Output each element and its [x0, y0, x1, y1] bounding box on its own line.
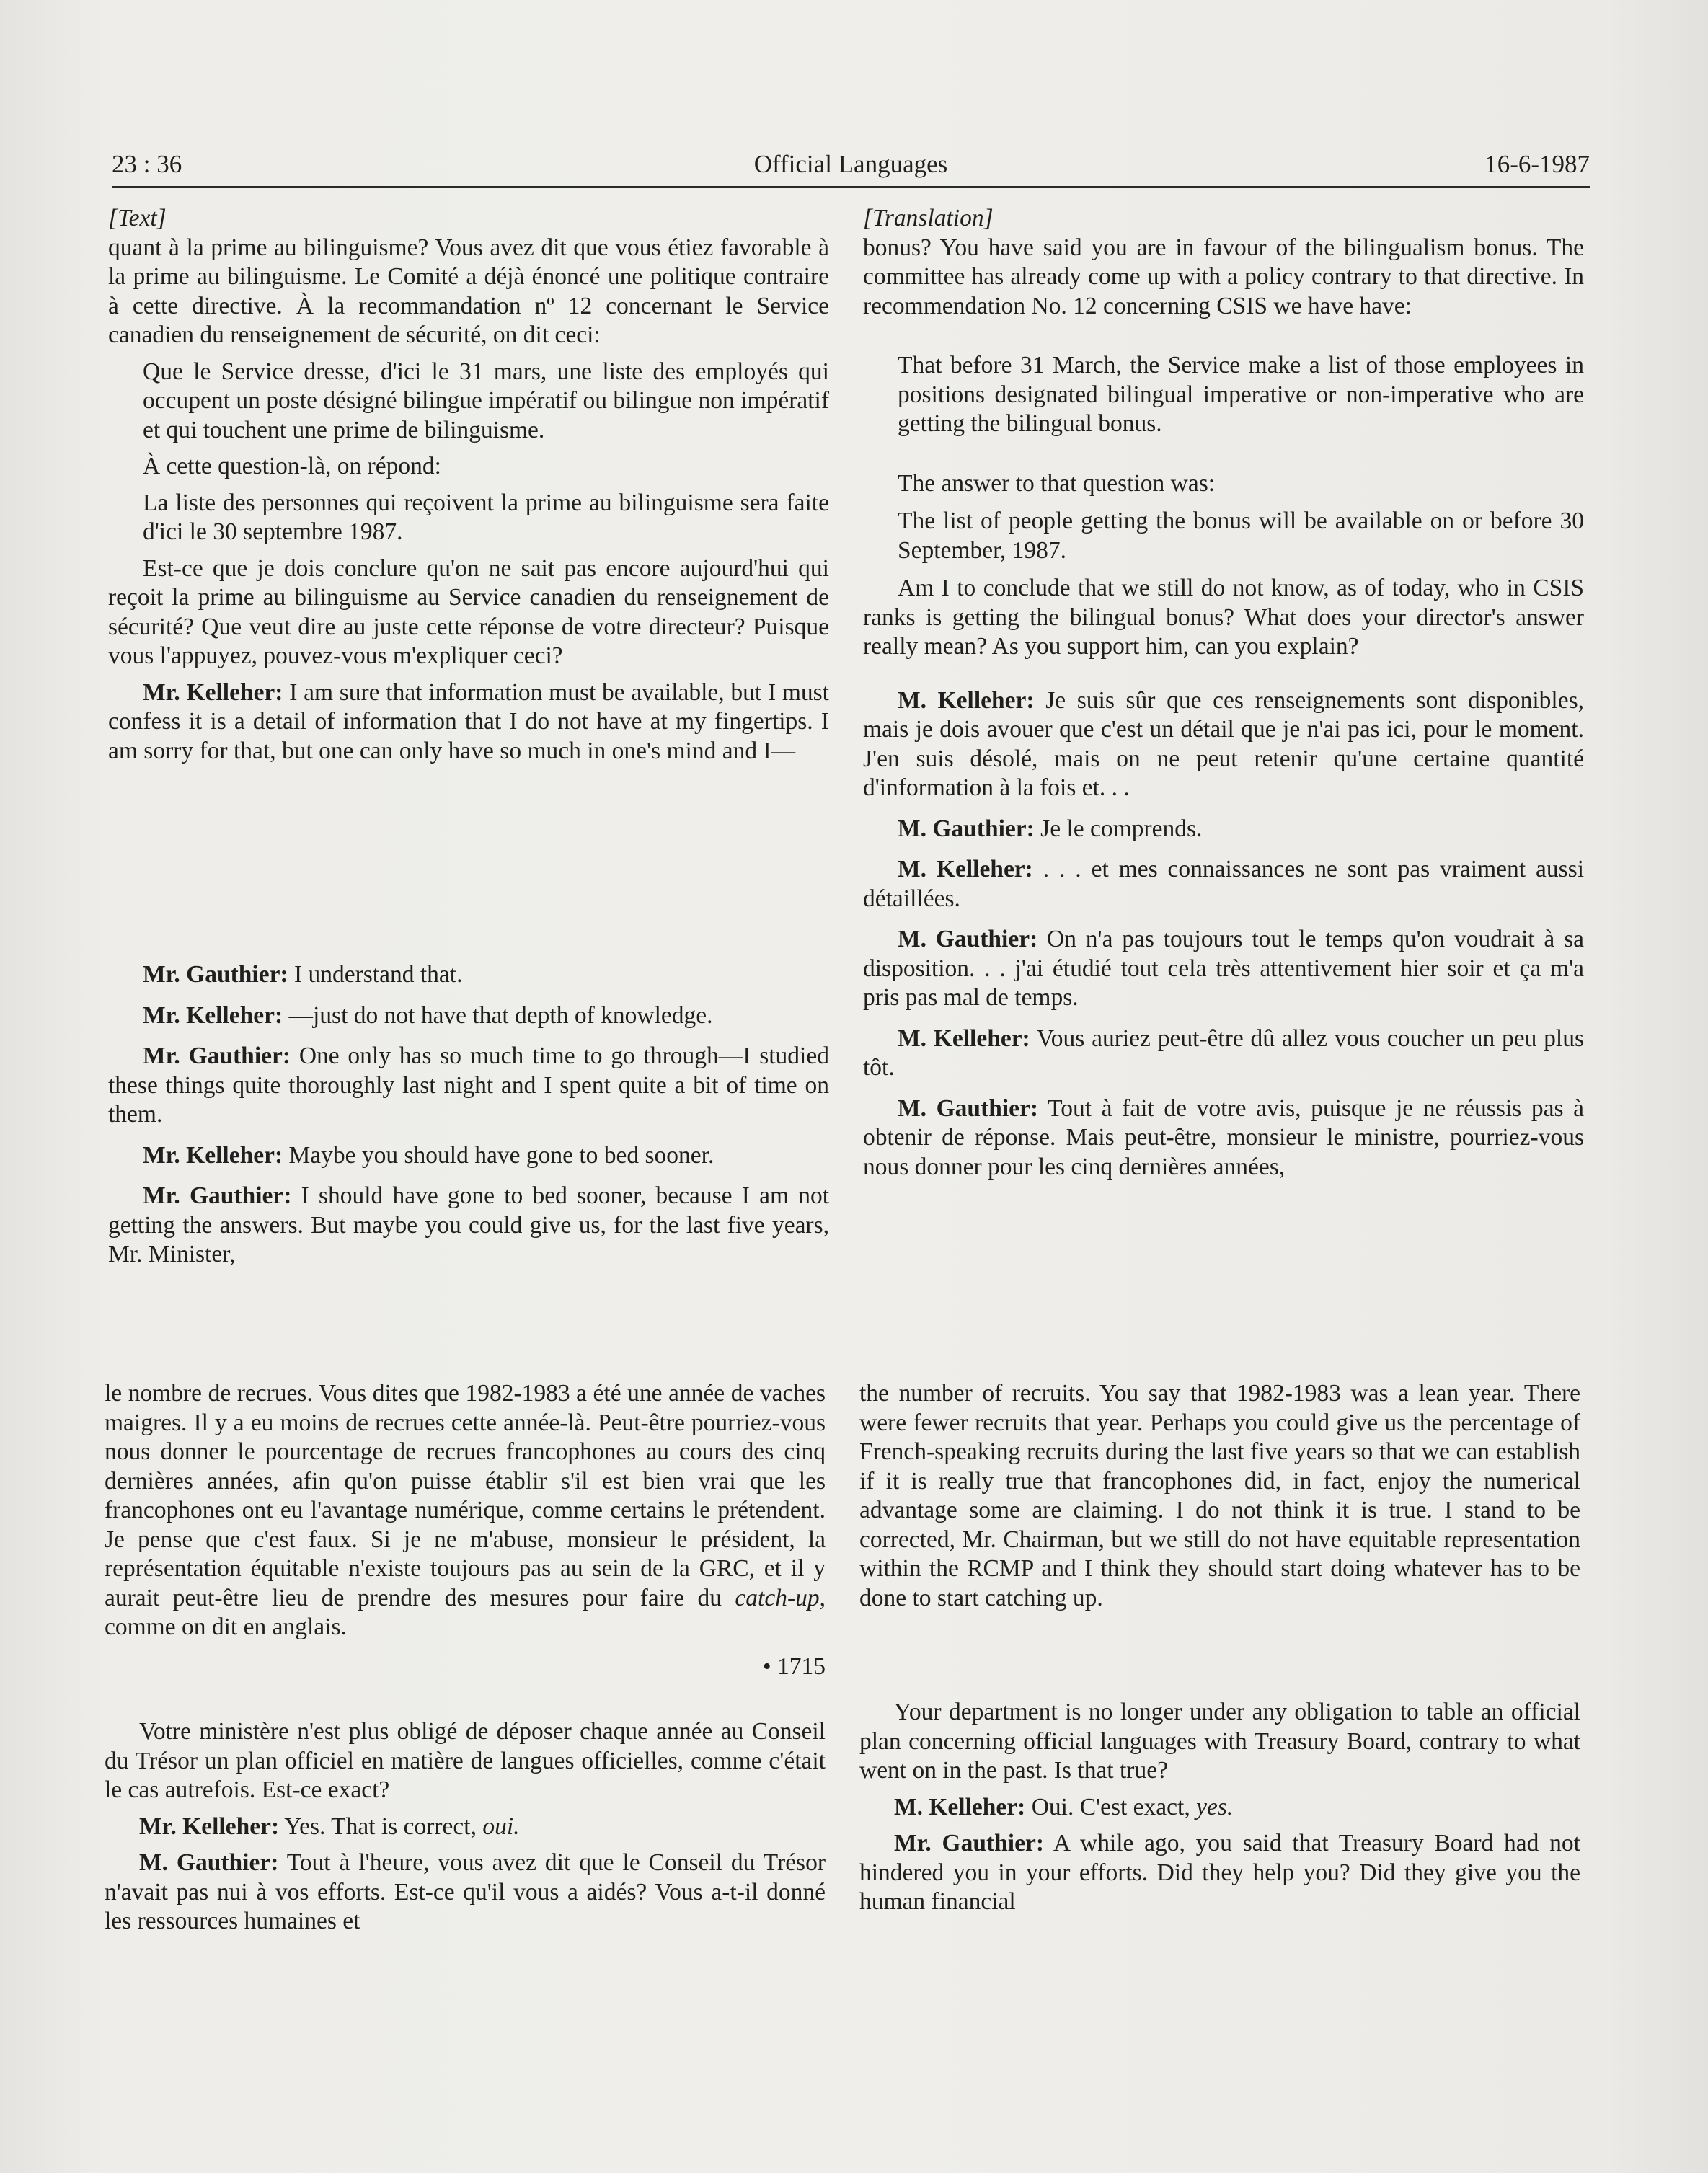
paragraph: Est-ce que je dois conclure qu'on ne sait pas encore aujourd'hui qui reçoit la prime au bilinguisme au Service canadien du renseignement de sécurité? Que veut dire au juste cette réponse de votre directeur? Puisque vous l'appuyez, pouvez-vous m'expliquer ceci?: [108, 554, 829, 669]
speaker-name: Mr. Kelleher:: [143, 1141, 283, 1169]
paragraph: Your department is no longer under any obligation to table an official plan concerning official languages with Treasury Board, contrary to what went on in the past. Is that true?: [859, 1699, 1580, 1784]
speaker-name: M. Kelleher:: [894, 1793, 1026, 1820]
speech-text: . . . et mes connaissances ne sont pas vraiment aussi détaillées.: [863, 856, 1584, 912]
page-reference: 23 : 36: [112, 150, 182, 178]
right-column-top: [863, 204, 1584, 1182]
quoted-recommendation: Que le Service dresse, d'ici le 31 mars, une liste des employés qui occupent un poste désigné bilingue impératif ou bilingue non impératif et qui touchent une prime de bilinguisme.: [143, 358, 829, 443]
left-column-top: [108, 204, 829, 766]
speech-text: Tout à l'heure, vous avez dit que le Conseil du Trésor n'avait pas nui à vos efforts. Est-ce qu'il vous a aidés? Vous a-t-il donné les ressources humaines et: [105, 1849, 826, 1934]
speech: [863, 686, 1584, 803]
italic-term: yes.: [1196, 1793, 1234, 1820]
time-marker: • 1715: [762, 1652, 826, 1680]
speech: [863, 815, 1584, 844]
speaker-name: M. Gauthier:: [139, 1849, 279, 1876]
speaker-name: Mr. Gauthier:: [143, 1182, 292, 1209]
paragraph: the number of recruits. You say that 1982-1983 was a lean year. There were fewer recruits that year. Perhaps you could give us the percentage of French-speaking recruits during the last five years so that we can establish if it is really true that francophones did, in fact, enjoy the numerical advantage some are claiming. I do not think it is true. I stand to be corrected, Mr. Chairman, but we still do not have equitable representation within the RCMP and I think they should start doing whatever has to be done to start catching up.: [859, 1380, 1580, 1611]
publication-title: Official Languages: [753, 150, 948, 178]
speech-text: Yes. That is correct,: [279, 1813, 483, 1840]
speech: [108, 1001, 829, 1031]
quoted-recommendation: That before 31 March, the Service make a list of those employees in positions designated bilingual imperative or non-imperative who are getting the bilingual bonus.: [898, 352, 1584, 437]
speech-text: Je suis sûr que ces renseignements sont disponibles, mais je dois avouer que c'est un détail que je n'ai pas ici, pour le moment. J'en suis désolé, mais on ne peut retenir qu'une certaine quantité d'information à la fois et. . .: [863, 686, 1584, 801]
speaker-name: M. Kelleher:: [898, 686, 1035, 714]
translation-label: [Translation]: [863, 205, 994, 231]
paragraph: Am I to conclude that we still do not know, as of today, who in CSIS ranks is getting the bilingual bonus? What does your director's answer really mean? As you support him, can you explain?: [863, 575, 1584, 660]
speech-text: Tout à fait de votre avis, puisque je ne réussis pas à obtenir de réponse. Mais peut-être, monsieur le ministre, pourriez-vous nous donner pour les cinq dernières années,: [863, 1094, 1584, 1180]
speech-text: I should have gone to bed sooner, because I am not getting the answers. But maybe you could give us, for the last five years, Mr. Minister,: [108, 1182, 829, 1267]
speech: [105, 1813, 826, 1842]
speech-text: On n'a pas toujours tout le temps qu'on voudrait à sa disposition. . . j'ai étudié tout cela très attentivement hier soir et ça m'a pris pas mal de temps.: [863, 926, 1584, 1011]
paragraph-text: le nombre de recrues. Vous dites que 1982-1983 a été une année de vaches maigres. Il y a eu moins de recrues cette année-là. Peut-être pourriez-vous nous donner le pourcentage de recrues francophones au cours des cinq dernières années, afin qu'on puisse établir s'il est bien vrai que les francophones ont eu l'avantage numérique, comme certains le prétendent. Je pense que c'est faux. Si je ne m'abuse, monsieur le président, la représentation équitable n'existe toujours pas au sein de la GRC, et il y aurait peut-être lieu de prendre des mesures pour faire du: [105, 1380, 826, 1611]
left-column-bottom: [105, 1379, 826, 1937]
speech-text: I understand that.: [288, 961, 463, 988]
speech-text: One only has so much time to go through—I studied these things quite thoroughly last night and I spent quite a bit of time on them.: [108, 1043, 829, 1128]
speaker-name: Mr. Kelleher:: [143, 678, 283, 706]
paragraph: [105, 1379, 826, 1642]
italic-term: oui.: [482, 1813, 520, 1840]
speech: [859, 1793, 1580, 1823]
page-header: [112, 143, 1590, 188]
speech-text: Je le comprends.: [1034, 815, 1203, 842]
left-column-middle: [108, 960, 829, 1270]
speaker-name: Mr. Gauthier:: [894, 1830, 1044, 1856]
speech: [108, 960, 829, 990]
italic-term: catch-up: [735, 1584, 820, 1611]
paragraph: À cette question-là, on répond:: [143, 453, 441, 479]
paragraph-text: , comme on dit en anglais.: [105, 1584, 826, 1640]
sitting-date: 16-6-1987: [1484, 150, 1590, 178]
speech: [863, 925, 1584, 1013]
speech: [863, 855, 1584, 913]
speech-text: —just do not have that depth of knowledge.: [283, 1001, 713, 1029]
paragraph: bonus? You have said you are in favour of the bilingualism bonus. The committee has already come up with a policy contrary to that directive. In recommendation No. 12 concerning CSIS we have have:: [863, 234, 1584, 319]
speech: [108, 678, 829, 766]
paragraph: quant à la prime au bilinguisme? Vous avez dit que vous étiez favorable à la prime au bilinguisme. Le Comité a déjà énoncé une politique contraire à cette directive. À la recommandation nº 12 concernant le Service canadien du renseignement de sécurité, on dit ceci:: [108, 234, 829, 348]
paragraph: The answer to that question was:: [898, 469, 1216, 497]
speaker-name: Mr. Kelleher:: [139, 1813, 280, 1840]
speech: [108, 1042, 829, 1130]
speech: [105, 1849, 826, 1937]
right-column-bottom: [859, 1379, 1580, 1917]
speech-text: Oui. C'est exact,: [1025, 1793, 1197, 1820]
speech: [108, 1182, 829, 1270]
text-label: [Text]: [108, 205, 167, 231]
speaker-name: M. Gauthier:: [898, 926, 1038, 952]
speech-text: Vous auriez peut-être dû allez vous coucher un peu plus tôt.: [863, 1024, 1584, 1081]
speech: [863, 1094, 1584, 1182]
speech-text: Maybe you should have gone to bed sooner.: [283, 1141, 714, 1169]
paragraph: Votre ministère n'est plus obligé de déposer chaque année au Conseil du Trésor un plan officiel en matière de langues officielles, comme c'était le cas autrefois. Est-ce exact?: [105, 1718, 826, 1803]
quoted-answer: The list of people getting the bonus will be available on or before 30 September, 1987.: [898, 508, 1584, 564]
speech: [863, 1024, 1584, 1083]
quoted-answer: La liste des personnes qui reçoivent la prime au bilinguisme sera faite d'ici le 30 septembre 1987.: [143, 489, 829, 545]
speech: [108, 1141, 829, 1171]
speech-text: I am sure that information must be available, but I must confess it is a detail of information that I do not have at my fingertips. I am sorry for that, but one can only have so much in one's mind and I—: [108, 678, 829, 764]
speaker-name: Mr. Gauthier:: [143, 961, 288, 988]
speaker-name: M. Gauthier:: [898, 1094, 1039, 1122]
speech-text: A while ago, you said that Treasury Board had not hindered you in your efforts. Did they help you? Did they give you the human financial: [859, 1830, 1580, 1915]
speaker-name: M. Gauthier:: [898, 815, 1035, 842]
speaker-name: M. Kelleher:: [898, 856, 1033, 882]
speaker-name: Mr. Kelleher:: [143, 1001, 283, 1029]
speaker-name: Mr. Gauthier:: [143, 1043, 291, 1069]
speech: [859, 1829, 1580, 1917]
speaker-name: M. Kelleher:: [898, 1024, 1030, 1052]
